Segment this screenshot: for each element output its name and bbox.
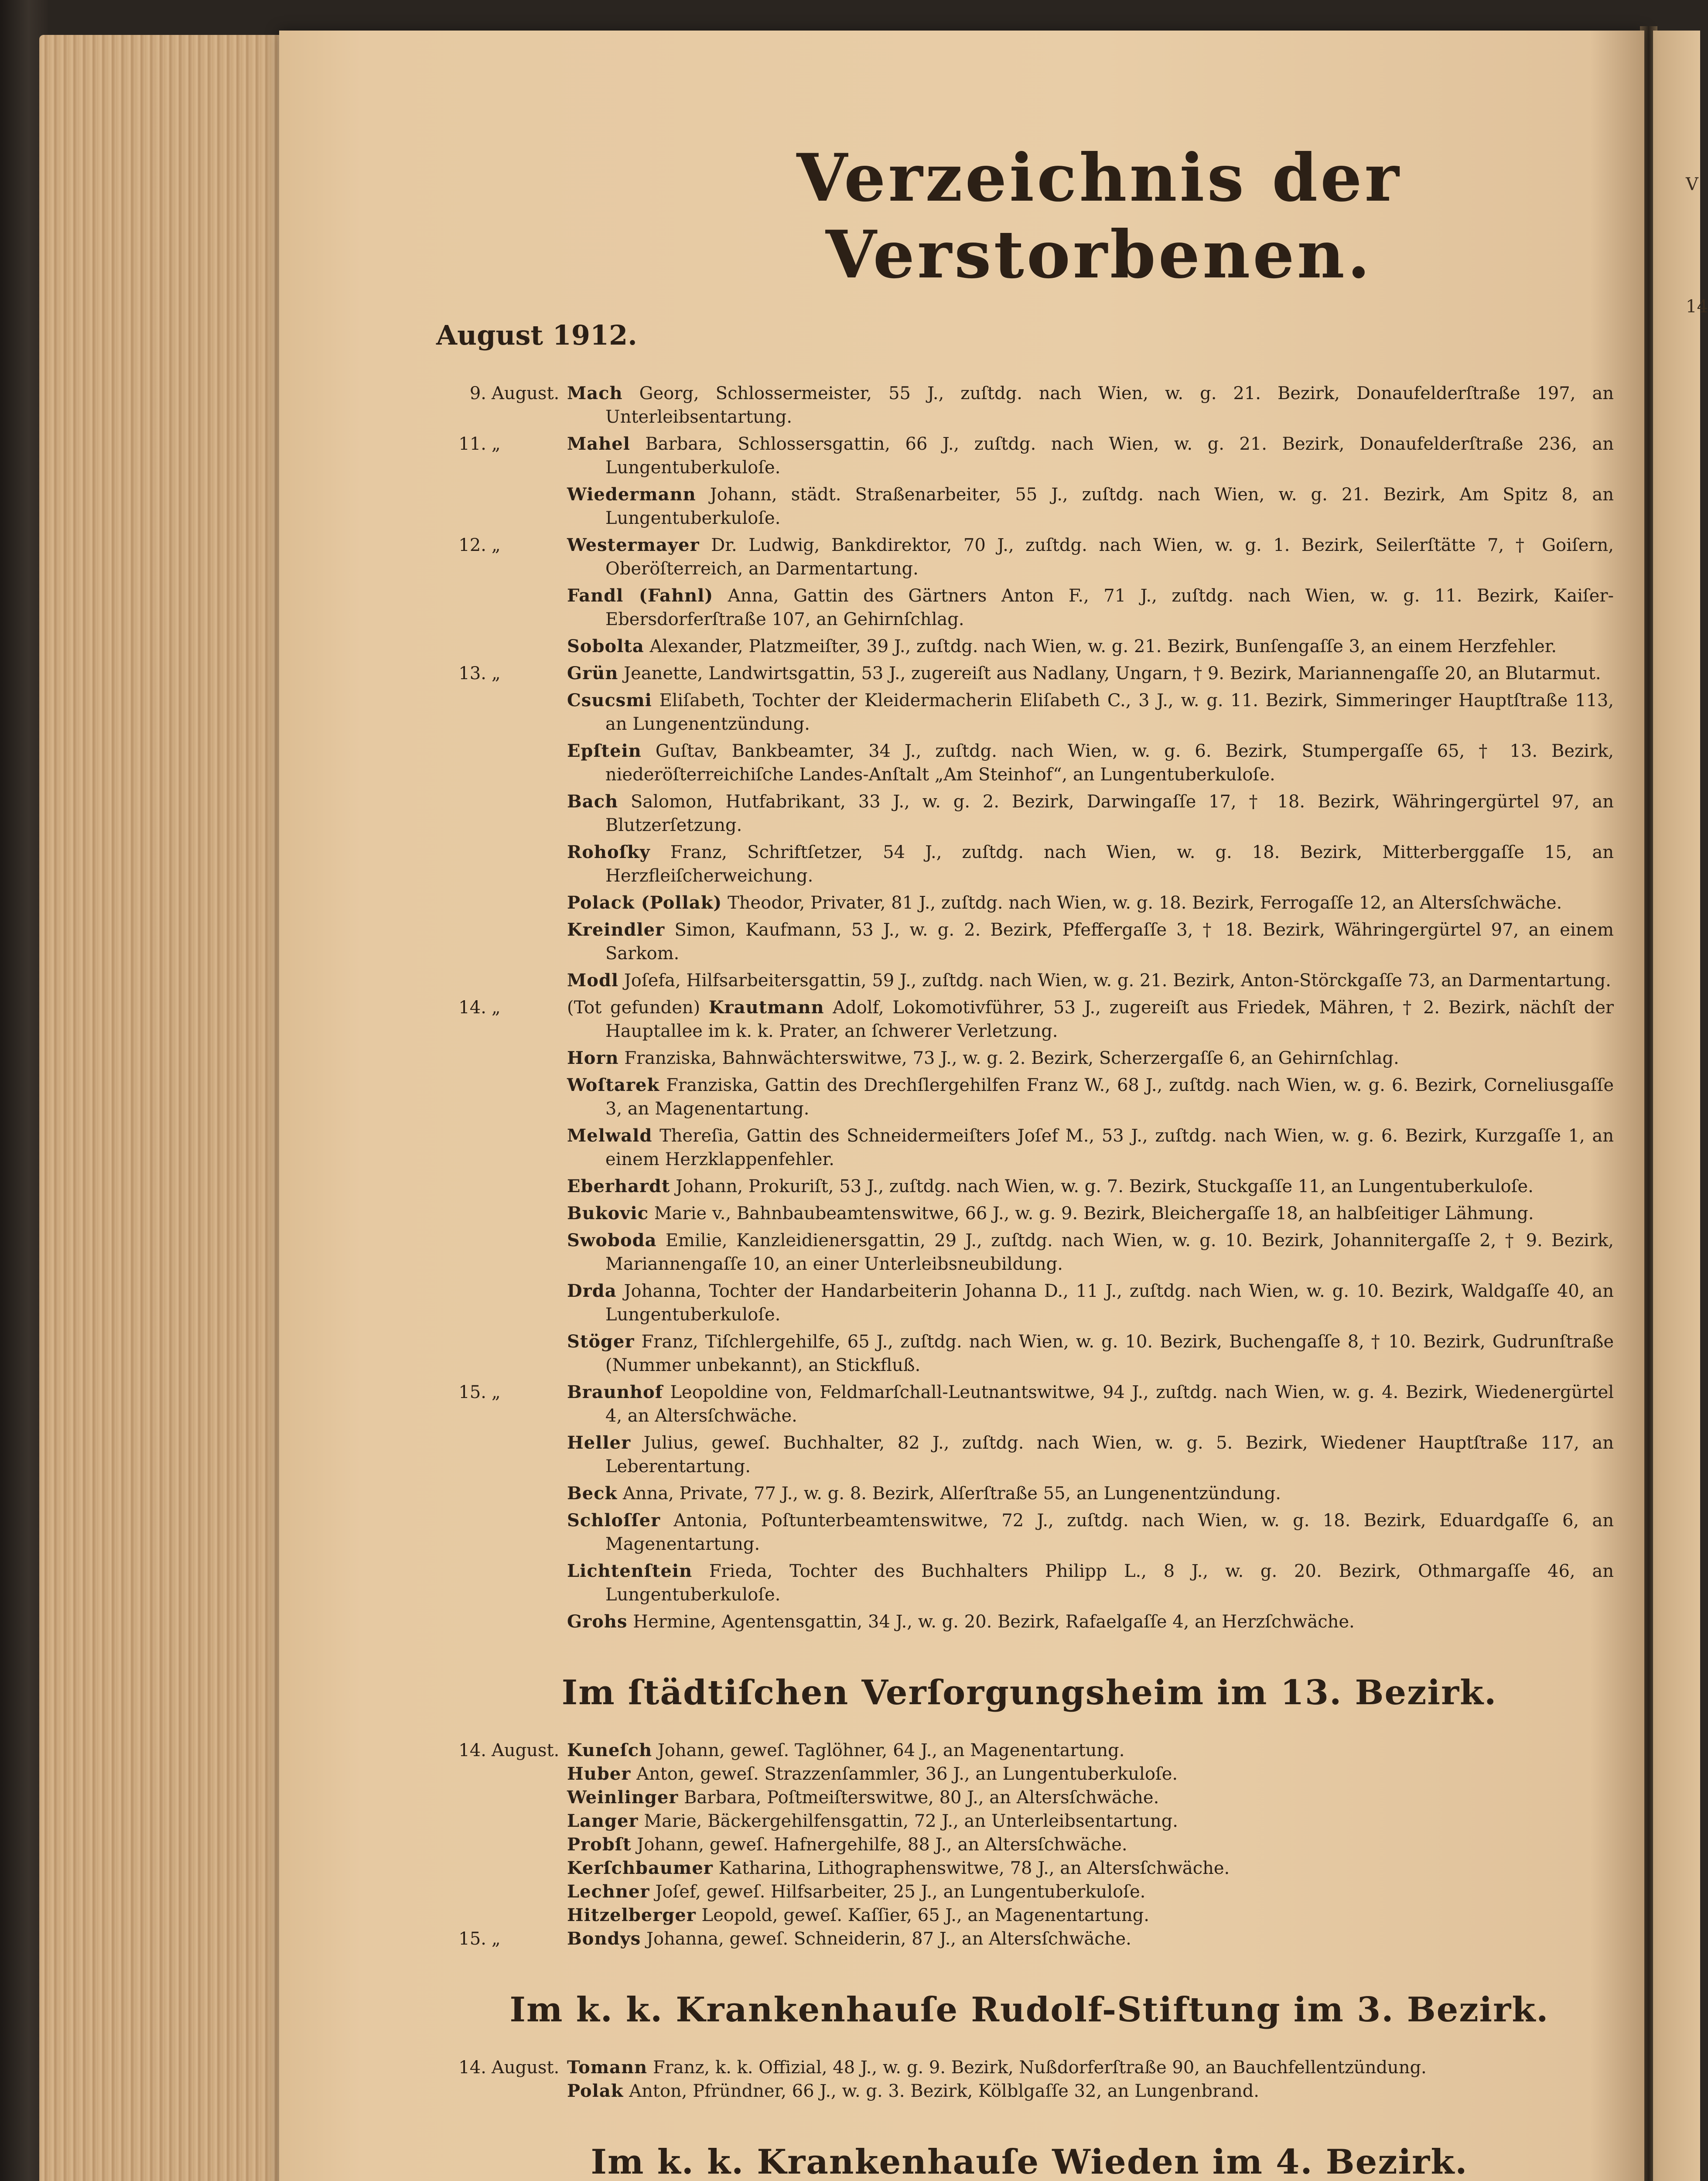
register-entry [436,1856,1623,1880]
entry-date [436,1509,567,1556]
entry-date [436,841,567,888]
register-entry [436,891,1623,915]
register-entry [436,584,1623,631]
register-entry [436,1559,1623,1607]
entry-details: Theodor, Privater, 81 J., zuſtdg. nach Wien, w. g. 18. Bezirk, Ferrogaſſe 12, an Altersſchwäche. [728,893,1562,913]
register-entry [436,739,1623,786]
entry-text [567,1279,1623,1326]
entry-month: „ [492,535,501,555]
entry-text [567,1880,1623,1904]
next-page-glyph: 14 [1686,297,1708,317]
entry-text [567,1739,1623,1762]
entry-date [436,635,567,658]
entry-day: 9. [469,383,486,403]
entry-text [567,891,1623,915]
entry-date [436,969,567,992]
entry-details: Johann, Prokuriſt, 53 J., zuſtdg. nach Wien, w. g. 7. Bezirk, Stuckgaſſe 11, an Lungentuberkuloſe. [676,1176,1534,1196]
entry-details: Franz, k. k. Offizial, 48 J., w. g. 9. Bezirk, Nußdorferſtraße 90, an Bauchfellentzündung. [652,2058,1427,2078]
entry-date [436,918,567,965]
register-entry [436,918,1623,965]
entry-date [436,1279,567,1326]
entry-text [567,1124,1623,1171]
entry-month: „ [492,1929,501,1949]
entry-text [567,1762,1623,1786]
entry-date [436,662,567,685]
register-entry [436,662,1623,685]
entry-day: 13. [458,663,486,684]
entry-text [567,918,1623,965]
deceased-name: Swoboda [567,1230,657,1251]
entry-details: Johanna, geweſ. Schneiderin, 87 J., an Altersſchwäche. [646,1929,1131,1949]
register-entry [436,841,1623,888]
next-page-fragment [1653,31,1708,2181]
entry-date [436,689,567,736]
deceased-name: Lichtenſtein [567,1561,693,1581]
entry-date [436,1202,567,1225]
register-entry [436,432,1623,479]
entry-text [567,689,1623,736]
register-entry [436,1904,1623,1927]
deceased-name: Grohs [567,1611,628,1632]
register-entry [436,1229,1623,1276]
entry-text [567,1431,1623,1478]
entry-date [436,1229,567,1276]
deceased-name: Eberhardt [567,1176,670,1196]
deceased-name: Braunhof [567,1382,663,1402]
entry-details: Adolf, Lokomotivführer, 53 J., zugereiſt aus Friedek, Mähren, † 2. Bezirk, nächſt der Hauptallee im k. k. Prater, an ſchwerer Verletzung. [605,998,1614,1041]
entry-text [567,1202,1623,1225]
entry-date [436,1927,567,1951]
entry-details: Johann, geweſ. Taglöhner, 64 J., an Magenentartung. [657,1740,1125,1761]
entry-text [567,739,1623,786]
entry-text [567,1809,1623,1833]
entry-details: Julius, geweſ. Buchhalter, 82 J., zuſtdg. nach Wien, w. g. 5. Bezirk, Wiedener Hauptſtraße 117, an Leberentartung. [605,1433,1614,1477]
entry-details: Katharina, Lithographenswitwe, 78 J., an Altersſchwäche. [718,1858,1230,1878]
entry-details: Franz, Tiſchlergehilfe, 65 J., zuſtdg. nach Wien, w. g. 10. Bezirk, Buchengaſſe 8, † 10. Bezirk, Gudrunſtraße (Nummer unbekannt), an Stickfluß. [605,1332,1614,1375]
entry-text [567,1856,1623,1880]
entry-date [436,1739,567,1762]
deceased-name: Fandl (Fahnl) [567,585,714,606]
entry-prefix: (Tot gefunden) [567,998,700,1018]
entry-text [567,1833,1623,1856]
entry-date [436,1833,567,1856]
register-entry [436,1202,1623,1225]
entry-date [436,1124,567,1171]
deceased-name: Bondys [567,1928,641,1949]
register-entry [436,790,1623,837]
entry-details: Leopoldine von, Feldmarſchall-Leutnantswitwe, 94 J., zuſtdg. nach Wien, w. g. 4. Bezirk, Wiedenergürtel 4, an Altersſchwäche. [605,1382,1614,1426]
entry-date [436,584,567,631]
entry-details: Hermine, Agentensgattin, 34 J., w. g. 20. Bezirk, Rafaelgaſſe 4, an Herzſchwäche. [633,1612,1355,1632]
entry-text [567,382,1623,429]
entry-details: Georg, Schlossermeister, 55 J., zuſtdg. nach Wien, w. g. 21. Bezirk, Donaufelderſtraße 197, an Unterleibsentartung. [605,383,1614,427]
deceased-name: Schloſſer [567,1510,661,1531]
deceased-name: Heller [567,1432,631,1453]
entry-date [436,483,567,530]
register-entry [436,1175,1623,1198]
entry-details: Anna, Private, 77 J., w. g. 8. Bezirk, Alſerſtraße 55, an Lungenentzündung. [623,1484,1281,1504]
register-entry [436,1482,1623,1505]
entry-text [567,841,1623,888]
deceased-name: Sobolta [567,636,644,656]
deceased-name: Woſtarek [567,1075,660,1095]
entry-date [436,790,567,837]
entry-details: Jeanette, Landwirtsgattin, 53 J., zugereiſt aus Nadlany, Ungarn, † 9. Bezirk, Mariannengaſſe 20, an Blutarmut. [624,663,1601,684]
page-title: Verzeichnis der Verstorbenen. [796,140,1402,293]
deceased-name: Westermayer [567,535,700,555]
register-entry [436,1431,1623,1478]
deceased-name: Hitzelberger [567,1905,696,1925]
entry-details: Anton, geweſ. Strazzenſammler, 36 J., an Lungentuberkuloſe. [636,1764,1178,1784]
entry-details: Antonia, Poſtunterbeamtenswitwe, 72 J., zuſtdg. nach Wien, w. g. 18. Bezirk, Eduardgaſſe 6, an Magenentartung. [605,1511,1614,1554]
entry-month: August. [492,1740,560,1761]
entry-date [436,1610,567,1634]
entry-date [436,1482,567,1505]
entry-details: Marie v., Bahnbaubeamtenswitwe, 66 J., w. g. 9. Bezirk, Bleichergaſſe 18, an halbſeitiger Lähmung. [654,1203,1534,1224]
register-entry [436,483,1623,530]
register-entry [436,382,1623,429]
entry-details: Anton, Pfründner, 66 J., w. g. 3. Bezirk, Kölblgaſſe 32, an Lungenbrand. [629,2081,1259,2101]
entry-date [436,1904,567,1927]
register-entry [436,1073,1623,1121]
register-entry [436,1833,1623,1856]
entry-details: Joſef, geweſ. Hilfsarbeiter, 25 J., an Lungentuberkuloſe. [655,1882,1146,1902]
entry-day: 12. [458,535,486,555]
entry-text [567,1559,1623,1607]
entry-date [436,1856,567,1880]
entry-details: Guſtav, Bankbeamter, 34 J., zuſtdg. nach Wien, w. g. 6. Bezirk, Stumpergaſſe 65, † 13. Bezirk, niederöſterreichiſche Landes-Anſtalt „Am Steinhof“, an Lungentuberkuloſe. [605,741,1614,785]
entry-details: Leopold, geweſ. Kaſſier, 65 J., an Magenentartung. [701,1905,1149,1925]
entry-text [567,1175,1623,1198]
register-entry [436,1762,1623,1786]
entry-text [567,2056,1623,2079]
entry-day: 14. [458,2058,486,2078]
entry-text [567,2079,1623,2103]
entry-date [436,382,567,429]
entry-month: „ [492,998,501,1018]
entry-details: Marie, Bäckergehilfensgattin, 72 J., an Unterleibsentartung. [644,1811,1178,1831]
entry-details: Barbara, Schlossersgattin, 66 J., zuſtdg. nach Wien, w. g. 21. Bezirk, Donaufelderſtraße 236, an Lungentuberkuloſe. [605,434,1614,478]
register-entry [436,1046,1623,1070]
entry-details: Franziska, Bahnwächterswitwe, 73 J., w. g. 2. Bezirk, Scherzergaſſe 6, an Gehirnſchlag. [624,1048,1399,1068]
deceased-name: Krautmann [708,997,824,1018]
entry-date [436,1381,567,1428]
deceased-name: Csucsmi [567,690,652,711]
entry-text [567,1381,1623,1428]
entry-details: Alexander, Platzmeiſter, 39 J., zuſtdg. nach Wien, w. g. 21. Bezirk, Bunſengaſſe 3, an einem Herzfehler. [649,636,1557,656]
deceased-name: Epſtein [567,741,642,761]
entry-date [436,1046,567,1070]
register-entry [436,2056,1623,2079]
deceased-name: Tomann [567,2057,648,2078]
entry-day: 11. [458,434,486,454]
deceased-name: Drda [567,1281,617,1301]
deceased-name: Langer [567,1811,639,1831]
entry-text [567,1229,1623,1276]
register-entry [436,635,1623,658]
deceased-name: Mahel [567,434,630,454]
deceased-name: Mach [567,383,623,403]
entry-date [436,1073,567,1121]
register-entry [436,1279,1623,1326]
deceased-name: Probſt [567,1834,632,1855]
entry-details: Joſefa, Hilfsarbeitersgattin, 59 J., zuſtdg. nach Wien, w. g. 21. Bezirk, Anton-Störckgaſſe 73, an Darmentartung. [624,971,1611,991]
entry-date [436,891,567,915]
entry-month: „ [492,434,501,454]
entry-text [567,662,1623,685]
deceased-name: Polak [567,2081,624,2101]
entry-day: 14. [458,1740,486,1761]
entry-text [567,432,1623,479]
month-heading: August 1912. [436,319,637,351]
entry-text [567,1904,1623,1927]
entry-details: Johann, geweſ. Hafnergehilfe, 88 J., an Altersſchwäche. [637,1835,1127,1855]
entry-month: „ [492,663,501,684]
entry-text [567,996,1623,1043]
entry-details: Johann, städt. Straßenarbeiter, 55 J., zuſtdg. nach Wien, w. g. 21. Bezirk, Am Spitz 8, an Lungentuberkuloſe. [605,485,1614,528]
entry-date [436,1762,567,1786]
entry-date [436,739,567,786]
deceased-name: Bukovic [567,1203,649,1224]
entry-text [567,790,1623,837]
next-page-glyph: V [1686,174,1698,195]
entry-details: Franziska, Gattin des Drechſlergehilfen Franz W., 68 J., zuſtdg. nach Wien, w. g. 6. Bezirk, Corneliusgaſſe 3, an Magenentartung. [605,1075,1614,1119]
deceased-name: Weinlinger [567,1787,679,1808]
register-entry [436,1880,1623,1904]
entry-date [436,1559,567,1607]
entry-text [567,533,1623,581]
entry-details: Simon, Kaufmann, 53 J., w. g. 2. Bezirk, Pfeffergaſſe 3, † 18. Bezirk, Währingergürtel 97, an einem Sarkom. [605,920,1614,964]
entry-details: Emilie, Kanzleidienersgattin, 29 J., zuſtdg. nach Wien, w. g. 10. Bezirk, Johannitergaſſe 2, † 9. Bezirk, Mariannengaſſe 10, an einer Unterleibsneubildung. [605,1231,1614,1274]
entry-date [436,1431,567,1478]
section-title: Im k. k. Krankenhauſe Wieden im 4. Bezirk. [591,2142,1468,2181]
register-entry [436,1381,1623,1428]
entry-text [567,635,1623,658]
entry-date [436,2056,567,2079]
entry-text [567,1927,1623,1951]
entry-month: „ [492,1382,501,1402]
deceased-name: Lechner [567,1881,650,1902]
register-entry [436,689,1623,736]
entry-text [567,1330,1623,1377]
register-entry [436,1330,1623,1377]
entry-date [436,1809,567,1833]
section-entries [436,2056,1623,2103]
entry-text [567,1482,1623,1505]
deceased-name: Bach [567,791,618,812]
deceased-name: Rohoſky [567,842,650,862]
death-register-list [436,382,1623,1634]
deceased-name: Wiedermann [567,484,696,505]
register-entry [436,533,1623,581]
entry-details: Frieda, Tochter des Buchhalters Philipp L., 8 J., w. g. 20. Bezirk, Othmargaſſe 46, an Lungentuberkuloſe. [605,1561,1614,1605]
register-entry [436,1124,1623,1171]
entry-text [567,1786,1623,1809]
entry-details: Anna, Gattin des Gärtners Anton F., 71 J., zuſtdg. nach Wien, w. g. 11. Bezirk, Kaiſer-Ebersdorferſtraße 107, an Gehirnſchlag. [605,586,1614,629]
register-entry [436,1509,1623,1556]
entry-details: Franz, Schriftſetzer, 54 J., zuſtdg. nach Wien, w. g. 18. Bezirk, Mitterberggaſſe 15, an Herzfleiſcherweichung. [605,842,1614,886]
entry-text [567,1509,1623,1556]
deceased-name: Kreindler [567,920,665,940]
register-entry [436,996,1623,1043]
register-entry [436,1809,1623,1833]
deceased-name: Kerſchbaumer [567,1858,713,1878]
deceased-name: Beck [567,1483,618,1504]
register-entry [436,1927,1623,1951]
deceased-name: Grün [567,663,618,684]
entry-details: Johanna, Tochter der Handarbeiterin Johanna D., 11 J., zuſtdg. nach Wien, w. g. 10. Bezirk, Waldgaſſe 40, an Lungentuberkuloſe. [605,1281,1614,1325]
entry-text [567,483,1623,530]
section-title: Im k. k. Krankenhauſe Rudolf-Stiftung im 3. Bezirk. [509,1990,1549,2030]
entry-text [567,969,1623,992]
institution-sections [436,1673,1623,2181]
entry-date [436,2079,567,2103]
entry-date [436,533,567,581]
section-entries [436,1739,1623,1951]
entry-details: Salomon, Hutfabrikant, 33 J., w. g. 2. Bezirk, Darwingaſſe 17, † 18. Bezirk, Währingergürtel 97, an Blutzerſetzung. [605,792,1614,835]
entry-date [436,1175,567,1198]
register-entry [436,1786,1623,1809]
section-title: Im ſtädtiſchen Verſorgungsheim im 13. Bezirk. [561,1673,1497,1713]
deceased-name: Melwald [567,1125,652,1146]
entry-text [567,584,1623,631]
entry-date [436,432,567,479]
page-edges [39,35,310,2181]
entry-details: Barbara, Poſtmeiſterswitwe, 80 J., an Altersſchwäche. [684,1788,1159,1808]
entry-date [436,1880,567,1904]
register-entry [436,2079,1623,2103]
deceased-name: Modl [567,970,619,991]
deceased-name: Horn [567,1048,619,1068]
deceased-name: Polack (Pollak) [567,892,722,913]
entry-date [436,1330,567,1377]
entry-day: 15. [458,1382,486,1402]
register-entry [436,1610,1623,1634]
register-entry [436,1739,1623,1762]
entry-text [567,1046,1623,1070]
deceased-name: Huber [567,1764,631,1784]
entry-date [436,1786,567,1809]
entry-details: Eliſabeth, Tochter der Kleidermacherin Eliſabeth C., 3 J., w. g. 11. Bezirk, Simmeringer Hauptſtraße 113, an Lungenentzündung. [605,691,1614,734]
entry-text [567,1610,1623,1634]
entry-day: 15. [458,1929,486,1949]
entry-details: Dr. Ludwig, Bankdirektor, 70 J., zuſtdg. nach Wien, w. g. 1. Bezirk, Seilerſtätte 7, † Goiſern, Oberöſterreich, an Darmentartung. [605,535,1614,579]
entry-month: August. [492,2058,560,2078]
deceased-name: Stöger [567,1331,635,1352]
entry-month: August. [492,383,560,403]
register-entry [436,969,1623,992]
entry-text [567,1073,1623,1121]
entry-details: Thereſia, Gattin des Schneidermeiſters Joſef M., 53 J., zuſtdg. nach Wien, w. g. 6. Bezirk, Kurzgaſſe 1, an einem Herzklappenfehler. [605,1126,1614,1169]
entry-date [436,996,567,1043]
entry-day: 14. [458,998,486,1018]
page-content [436,140,1623,2181]
deceased-name: Kuneſch [567,1740,652,1761]
